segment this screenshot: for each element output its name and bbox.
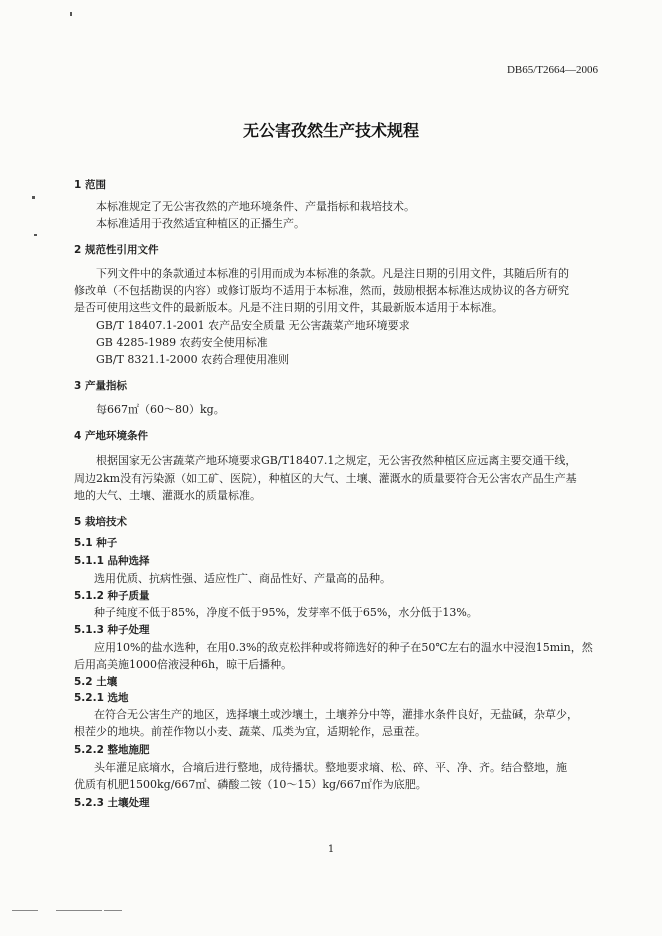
paragraph-line: 根茬少的地块。前茬作物以小麦、蔬菜、瓜类为宜，适期轮作，忌重茬。 bbox=[74, 725, 426, 738]
subsection-heading: 5.2 土壤 bbox=[74, 676, 118, 688]
subsection-heading: 5.2.2 整地施肥 bbox=[74, 744, 150, 756]
section-5-heading: 5 栽培技术 bbox=[74, 516, 127, 528]
paragraph: 每667㎡（60～80）kg。 bbox=[96, 403, 225, 416]
scan-mark bbox=[56, 910, 102, 911]
reference-item: GB 4285-1989 农药安全使用标准 bbox=[96, 336, 268, 349]
paragraph-line: 是否可使用这些文件的最新版本。凡是不注日期的引用文件，其最新版本适用于本标准。 bbox=[74, 301, 503, 314]
section-3-heading: 3 产量指标 bbox=[74, 380, 127, 392]
paragraph-line: 在符合无公害生产的地区，选择壤土或沙壤土，土壤养分中等，灌排水条件良好，无盐碱，杂草少， bbox=[94, 708, 578, 721]
reference-item: GB/T 8321.1-2000 农药合理使用准则 bbox=[96, 353, 290, 366]
paragraph-line: 应用10%的盐水选种，在用0.3%的敌克松拌种或将筛选好的种子在50℃左右的温水中浸泡15min，然 bbox=[94, 641, 593, 654]
paragraph-line: 优质有机肥1500kg/667㎡、磷酸二铵（10～15）kg/667㎡作为底肥。 bbox=[74, 778, 427, 791]
paragraph: 种子纯度不低于85%，净度不低于95%，发芽率不低于65%，水分低于13%。 bbox=[94, 606, 478, 619]
subsection-heading: 5.1.1 品种选择 bbox=[74, 555, 150, 567]
paragraph: 选用优质、抗病性强、适应性广、商品性好、产量高的品种。 bbox=[94, 572, 391, 585]
paragraph-line: 头年灌足底墒水，合墒后进行整地，成待播状。整地要求墒、松、碎、平、净、齐。结合整地，施 bbox=[94, 761, 567, 774]
document-number: DB65/T2664—2006 bbox=[506, 64, 598, 76]
scan-mark bbox=[12, 910, 38, 911]
scan-mark bbox=[70, 12, 72, 16]
section-1-heading: 1 范围 bbox=[74, 179, 106, 191]
paragraph-line: 周边2km没有污染源（如工矿、医院），种植区的大气、土壤、灌溉水的质量要符合无公害农产品生产基 bbox=[74, 472, 577, 485]
paragraph: 本标准规定了无公害孜然的产地环境条件、产量指标和栽培技术。 bbox=[96, 200, 415, 213]
page-number: 1 bbox=[327, 844, 335, 855]
document-title: 无公害孜然生产技术规程 bbox=[242, 121, 419, 140]
scan-mark bbox=[34, 234, 37, 236]
subsection-heading: 5.1 种子 bbox=[74, 537, 118, 549]
scan-mark bbox=[104, 910, 122, 911]
subsection-heading: 5.2.1 选地 bbox=[74, 692, 129, 704]
subsection-heading: 5.2.3 土壤处理 bbox=[74, 797, 150, 809]
paragraph-line: 后用高美施1000倍液浸种6h，晾干后播种。 bbox=[74, 658, 293, 671]
paragraph-line: 下列文件中的条款通过本标准的引用而成为本标准的条款。凡是注日期的引用文件，其随后所有的 bbox=[96, 267, 569, 280]
paragraph: 本标准适用于孜然适宜种植区的正播生产。 bbox=[96, 217, 305, 230]
section-4-heading: 4 产地环境条件 bbox=[74, 430, 148, 442]
reference-item: GB/T 18407.1-2001 农产品安全质量 无公害蔬菜产地环境要求 bbox=[96, 319, 410, 332]
paragraph-line: 根据国家无公害蔬菜产地环境要求GB/T18407.1之规定，无公害孜然种植区应远离主要交通干线， bbox=[96, 454, 577, 467]
paragraph-line: 修改单（不包括勘误的内容）或修订版均不适用于本标准，然而，鼓励根据本标准达成协议的各方研究 bbox=[74, 284, 569, 297]
subsection-heading: 5.1.3 种子处理 bbox=[74, 624, 150, 636]
scan-mark bbox=[32, 196, 35, 199]
subsection-heading: 5.1.2 种子质量 bbox=[74, 590, 150, 602]
paragraph-line: 地的大气、土壤、灌溉水的质量标准。 bbox=[74, 489, 261, 502]
section-2-heading: 2 规范性引用文件 bbox=[74, 244, 159, 256]
